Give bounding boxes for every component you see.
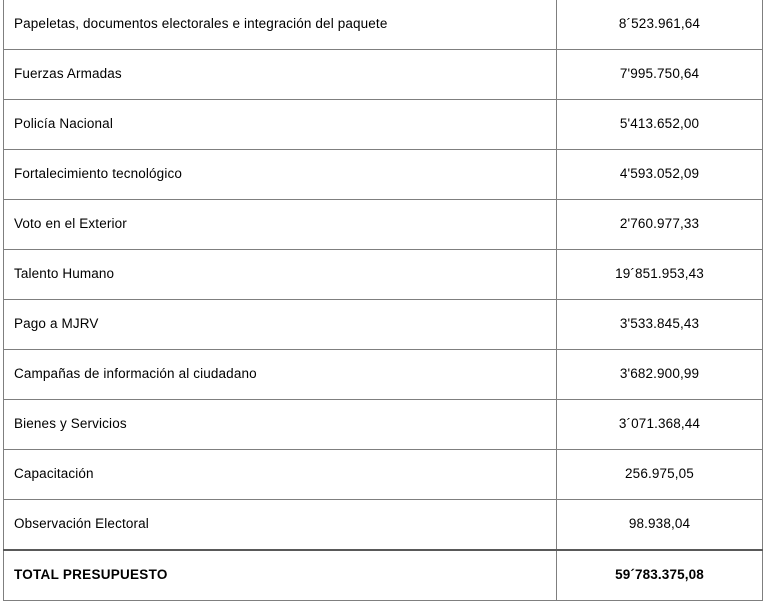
- amount-cell: 7'995.750,64: [557, 50, 763, 100]
- table-row: [4, 250, 763, 300]
- budget-table: [3, 0, 763, 601]
- amount-cell: 3'682.900,99: [557, 350, 763, 400]
- concept-cell: Policía Nacional: [4, 100, 557, 150]
- concept-cell: Fortalecimiento tecnológico: [4, 150, 557, 200]
- table-row: [4, 300, 763, 350]
- concept-cell: Bienes y Servicios: [4, 400, 557, 450]
- amount-cell: 3´071.368,44: [557, 400, 763, 450]
- amount-cell: 98.938,04: [557, 500, 763, 551]
- table-row: [4, 350, 763, 400]
- amount-cell: 4'593.052,09: [557, 150, 763, 200]
- budget-table-body: [4, 0, 763, 601]
- table-row: [4, 400, 763, 450]
- total-amount-cell: 59´783.375,08: [557, 550, 763, 601]
- concept-cell: Campañas de información al ciudadano: [4, 350, 557, 400]
- concept-cell: Observación Electoral: [4, 500, 557, 551]
- table-row: [4, 0, 763, 50]
- amount-cell: 19´851.953,43: [557, 250, 763, 300]
- amount-cell: 8´523.961,64: [557, 0, 763, 50]
- table-row: [4, 500, 763, 551]
- table-row: [4, 450, 763, 500]
- table-row: [4, 50, 763, 100]
- concept-cell: Voto en el Exterior: [4, 200, 557, 250]
- concept-cell: Fuerzas Armadas: [4, 50, 557, 100]
- concept-cell: Talento Humano: [4, 250, 557, 300]
- concept-cell: Capacitación: [4, 450, 557, 500]
- amount-cell: 3'533.845,43: [557, 300, 763, 350]
- concept-cell: Pago a MJRV: [4, 300, 557, 350]
- amount-cell: 2'760.977,33: [557, 200, 763, 250]
- total-label-cell: TOTAL PRESUPUESTO: [4, 550, 557, 601]
- table-row: [4, 200, 763, 250]
- amount-cell: 5'413.652,00: [557, 100, 763, 150]
- table-row: [4, 150, 763, 200]
- table-row-total: [4, 550, 763, 601]
- concept-cell: Papeletas, documentos electorales e integración del paquete: [4, 0, 557, 50]
- table-row: [4, 100, 763, 150]
- amount-cell: 256.975,05: [557, 450, 763, 500]
